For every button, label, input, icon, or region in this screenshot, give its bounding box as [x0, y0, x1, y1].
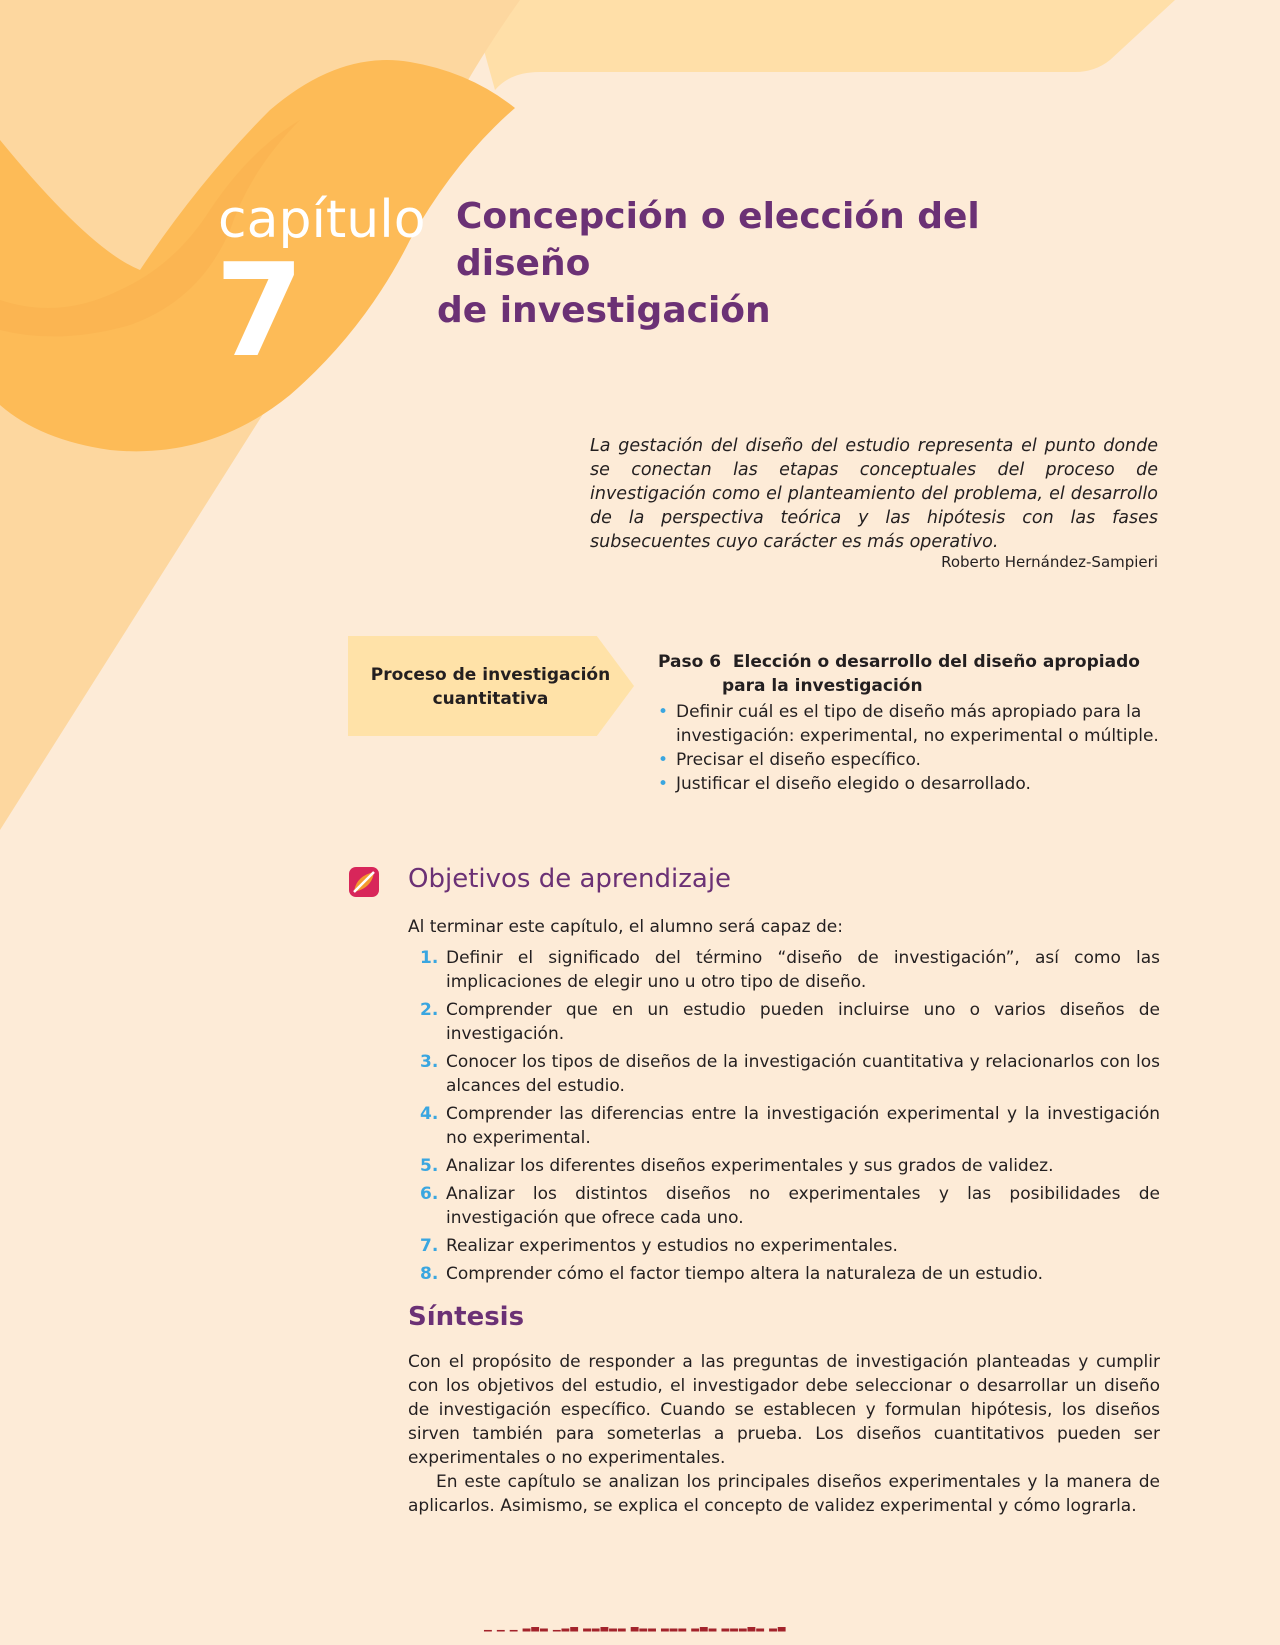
item-text: Analizar los diferentes diseños experimentales y sus grados de validez. [446, 1156, 1054, 1176]
step-title-line2: para la investigación [722, 676, 923, 696]
process-label-line1: Proceso de investigación [370, 665, 611, 685]
epigraph-quote: La gestación del diseño del estudio representa el punto donde se conectan las etapas conceptuales del proceso de investigación como el planteamiento del problema, el desarrollo de la perspectiva teórica y las hipótesis con las fases subsecuentes cuyo carácter es más operativo. [590, 436, 1158, 552]
list-item [408, 1182, 1160, 1230]
synthesis-paragraph: En este capítulo se analizan los principales diseños experimentales y la manera de aplicarlos. Asimismo, se explica el concepto de validez experimental y cómo lograrla. [408, 1472, 1160, 1516]
list-item [408, 998, 1160, 1046]
item-text: Comprender las diferencias entre la investigación experimental y la investigación no experimental. [446, 1104, 1160, 1148]
item-text: Analizar los distintos diseños no experimentales y las posibilidades de investigación que ofrece cada uno. [446, 1184, 1160, 1228]
objectives-intro: Al terminar este capítulo, el alumno será capaz de: [408, 917, 843, 937]
target-icon [348, 866, 380, 898]
synthesis-paragraph: Con el propósito de responder a las preguntas de investigación planteadas y cumplir con los objetivos del estudio, el investigador debe seleccionar o desarrollar un diseño de investigación específico. Cuando se establecen y formulan hipótesis, los diseños sirven también para someterlas a prueba. Los diseños cuantitativos pueden ser experimentales o no experimentales. [408, 1352, 1160, 1468]
item-number: 4. [420, 1104, 439, 1124]
process-label [348, 663, 633, 711]
synthesis-body [408, 1350, 1160, 1518]
item-text: Comprender que en un estudio pueden incluirse uno o varios diseños de investigación. [446, 1000, 1160, 1044]
item-text: Comprender cómo el factor tiempo altera la naturaleza de un estudio. [446, 1264, 1043, 1284]
objectives-list [408, 946, 1160, 1290]
list-item [408, 1262, 1160, 1286]
list-item: • Justificar el diseño elegido o desarrollado. [658, 772, 1160, 796]
chapter-title [437, 193, 1096, 334]
list-item [408, 1050, 1160, 1098]
chapter-title-line1: Concepción o elección del diseño [456, 196, 980, 284]
item-number: 5. [420, 1156, 439, 1176]
list-item: • Definir cuál es el tipo de diseño más apropiado para la investigación: experimental, no experimental o múltiple. [658, 700, 1160, 748]
objectives-title: Objetivos de aprendizaje [408, 864, 732, 894]
synthesis-title: Síntesis [408, 1302, 525, 1332]
item-number: 1. [420, 948, 439, 968]
item-number: 8. [420, 1264, 439, 1284]
item-text: Realizar experimentos y estudios no experimentales. [446, 1236, 898, 1256]
process-label-line2: cuantitativa [432, 689, 549, 709]
list-item [408, 1102, 1160, 1150]
step-title-line1: Elección o desarrollo del diseño apropiado [732, 652, 1140, 672]
chapter-label: capítulo [218, 190, 426, 250]
item-number: 6. [420, 1184, 439, 1204]
item-number: 3. [420, 1052, 439, 1072]
list-item [408, 1154, 1160, 1178]
list-item: • Precisar el diseño específico. [658, 748, 1160, 772]
list-item [408, 1234, 1160, 1258]
chapter-title-line2: de investigación [437, 290, 771, 331]
item-number: 2. [420, 1000, 439, 1020]
chapter-number: 7 [215, 237, 305, 386]
step-heading [658, 650, 1168, 698]
list-item [408, 946, 1160, 994]
item-text: Definir el significado del término “diseño de investigación”, así como las implicaciones de elegir uno u otro tipo de diseño. [446, 948, 1160, 992]
step-label: Paso 6 [658, 652, 722, 672]
item-number: 7. [420, 1236, 439, 1256]
epigraph-author: Roberto Hernández-Sampieri [941, 553, 1158, 571]
item-text: Conocer los tipos de diseños de la investigación cuantitativa y relacionarlos con los alcances del estudio. [446, 1052, 1160, 1096]
footer-garbled-text: ▁ ▁ ▁ ▂▃▂ ▁▂▃ ▂▂▃▂▂ ▃▂▂ ▂▂▂ ▂▃▂ ▂▂▂▃▂ ▂▃ [484, 1621, 787, 1632]
step-bullet-list [658, 700, 1160, 796]
